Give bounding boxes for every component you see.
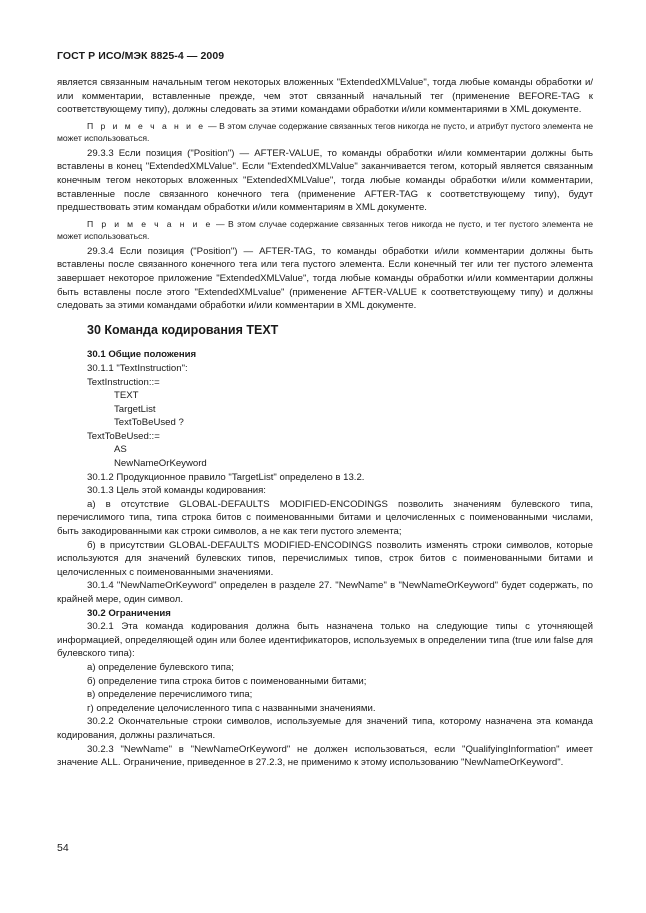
subsection-heading-30-1: 30.1 Общие положения (87, 349, 197, 361)
note (57, 218, 593, 242)
grammar-line: TextToBeUsed ? (114, 417, 184, 429)
clause-30-2-2: 30.2.2 Окончательные строки символов, используемые для значений типа, которому назначена эта команда кодирования, должны различаться. (57, 716, 593, 741)
page-body (57, 76, 593, 770)
clause-30-1-3: 30.1.3 Цель этой команды кодирования: (87, 485, 266, 497)
list-item: б) определение типа строка битов с поименованными битами; (87, 675, 367, 687)
page-number: 54 (57, 842, 69, 854)
note-label: П р и м е ч а н и е (87, 218, 213, 229)
grammar-line: TEXT (114, 390, 139, 402)
note-text: — В этом случае содержание связанных тегов никогда не пусто, и атрибут пустого элемента не может использоваться. (57, 120, 593, 143)
list-item: в) определение перечислимого типа; (87, 689, 253, 701)
paragraph-29-3-4: 29.3.4 Если позиция ("Position") — AFTER-TAG, то команды обработки и/или комментарии должны быть вставлены после связанного конечного тега или тега пустого элемента. Если конечный тег или тег пустого элемента завершает некоторое приложение "ExtendedXMLValue", тогда любые команды обработки и/или комментарии должны быть вставлены после этого "ExtendedXMLvalue" (применение AFTER-VALUE к соответствующему типу) и должны следовать за этими командами обработки и/или комментарии в XML документе. (57, 245, 593, 312)
grammar-line: NewNameOrKeyword (114, 458, 207, 470)
running-header: ГОСТ Р ИСО/МЭК 8825-4 — 2009 (57, 50, 225, 62)
note (57, 120, 593, 144)
list-item: г) определение целочисленного типа с названными значениями. (87, 702, 376, 714)
clause-30-1-1: 30.1.1 "TextInstruction": (87, 362, 188, 374)
clause-30-1-2: 30.1.2 Продукционное правило "TargetList" определено в 13.2. (87, 471, 365, 483)
note-label: П р и м е ч а н и е (87, 120, 206, 131)
grammar-line: AS (114, 444, 127, 456)
list-item: а) определение булевского типа; (87, 661, 234, 673)
section-heading: 30 Команда кодирования TEXT (87, 322, 279, 337)
clause-30-1-4: 30.1.4 "NewNameOrKeyword" определен в разделе 27. "NewName" в "NewNameOrKeyword" будет содержать, по крайней мере, один символ. (57, 580, 593, 605)
paragraph-continuation: является связанным начальным тегом некоторых вложенных "ExtendedXMLValue", тогда любые команды обработки и/или комментарии, вставленные прежде, чем этот связанный начальный тег (применение BEFORE-TAG к соответствующему типу), должны следовать за этими командами обработки и/или комментариями в XML документе. (57, 77, 593, 116)
paragraph-29-3-3: 29.3.3 Если позиция ("Position") — AFTER-VALUE, то команды обработки и/или комментарии должны быть вставлены в конец "ExtendedXMLValue". Если "ExtendedXMLValue" заканчивается тегом, который является связанным конечным тегом некоторых вложенных "ExtendedXMLValue", тогда любые команды обработки и/или комментарии, вставленные после связанного конечного тега (применение AFTER-TAG к соответствующему типу), будут предшествовать этим командам обработки и/или комментариям в XML документе. (57, 147, 593, 214)
grammar-line: TextInstruction::= (87, 376, 160, 388)
list-item: а) в отсутствие GLOBAL-DEFAULTS MODIFIED-ENCODINGS позволить значениям булевского типа, перечислимого типа, типа строка битов с поименованными битами и целочисленных с поименованными числами, быть закодированными как строки символов, а не как теги пустого элемента; (57, 498, 593, 538)
list-item: б) в присутствии GLOBAL-DEFAULTS MODIFIED-ENCODINGS позволить изменять строки символов, которые используются для значений булевских типов, перечислимых типов, строк битов с поименованными битами и целочисленных с поименованными значениями. (57, 539, 593, 578)
clause-30-2-3: 30.2.3 "NewName" в "NewNameOrKeyword" не должен использоваться, если "QualifyingInformation" имеет значение ALL. Ограничение, приведенное в 27.2.3, не применимо к этому использованию "NewNameOrKeyword". (57, 743, 593, 769)
note-text: — В этом случае содержание связанных тегов никогда не пусто, и тег пустого элемента не может использоваться. (57, 218, 593, 241)
grammar-line: TargetList (114, 403, 156, 415)
grammar-line: TextToBeUsed::= (87, 430, 160, 442)
subsection-heading-30-2: 30.2 Ограничения (87, 607, 171, 619)
clause-30-2-1: 30.2.1 Эта команда кодирования должна быть назначена только на следующие типы с уточняющей информацией, определяющей один или более идентификаторов, используемых в определении типа (true или false для булевского типа): (57, 621, 593, 660)
